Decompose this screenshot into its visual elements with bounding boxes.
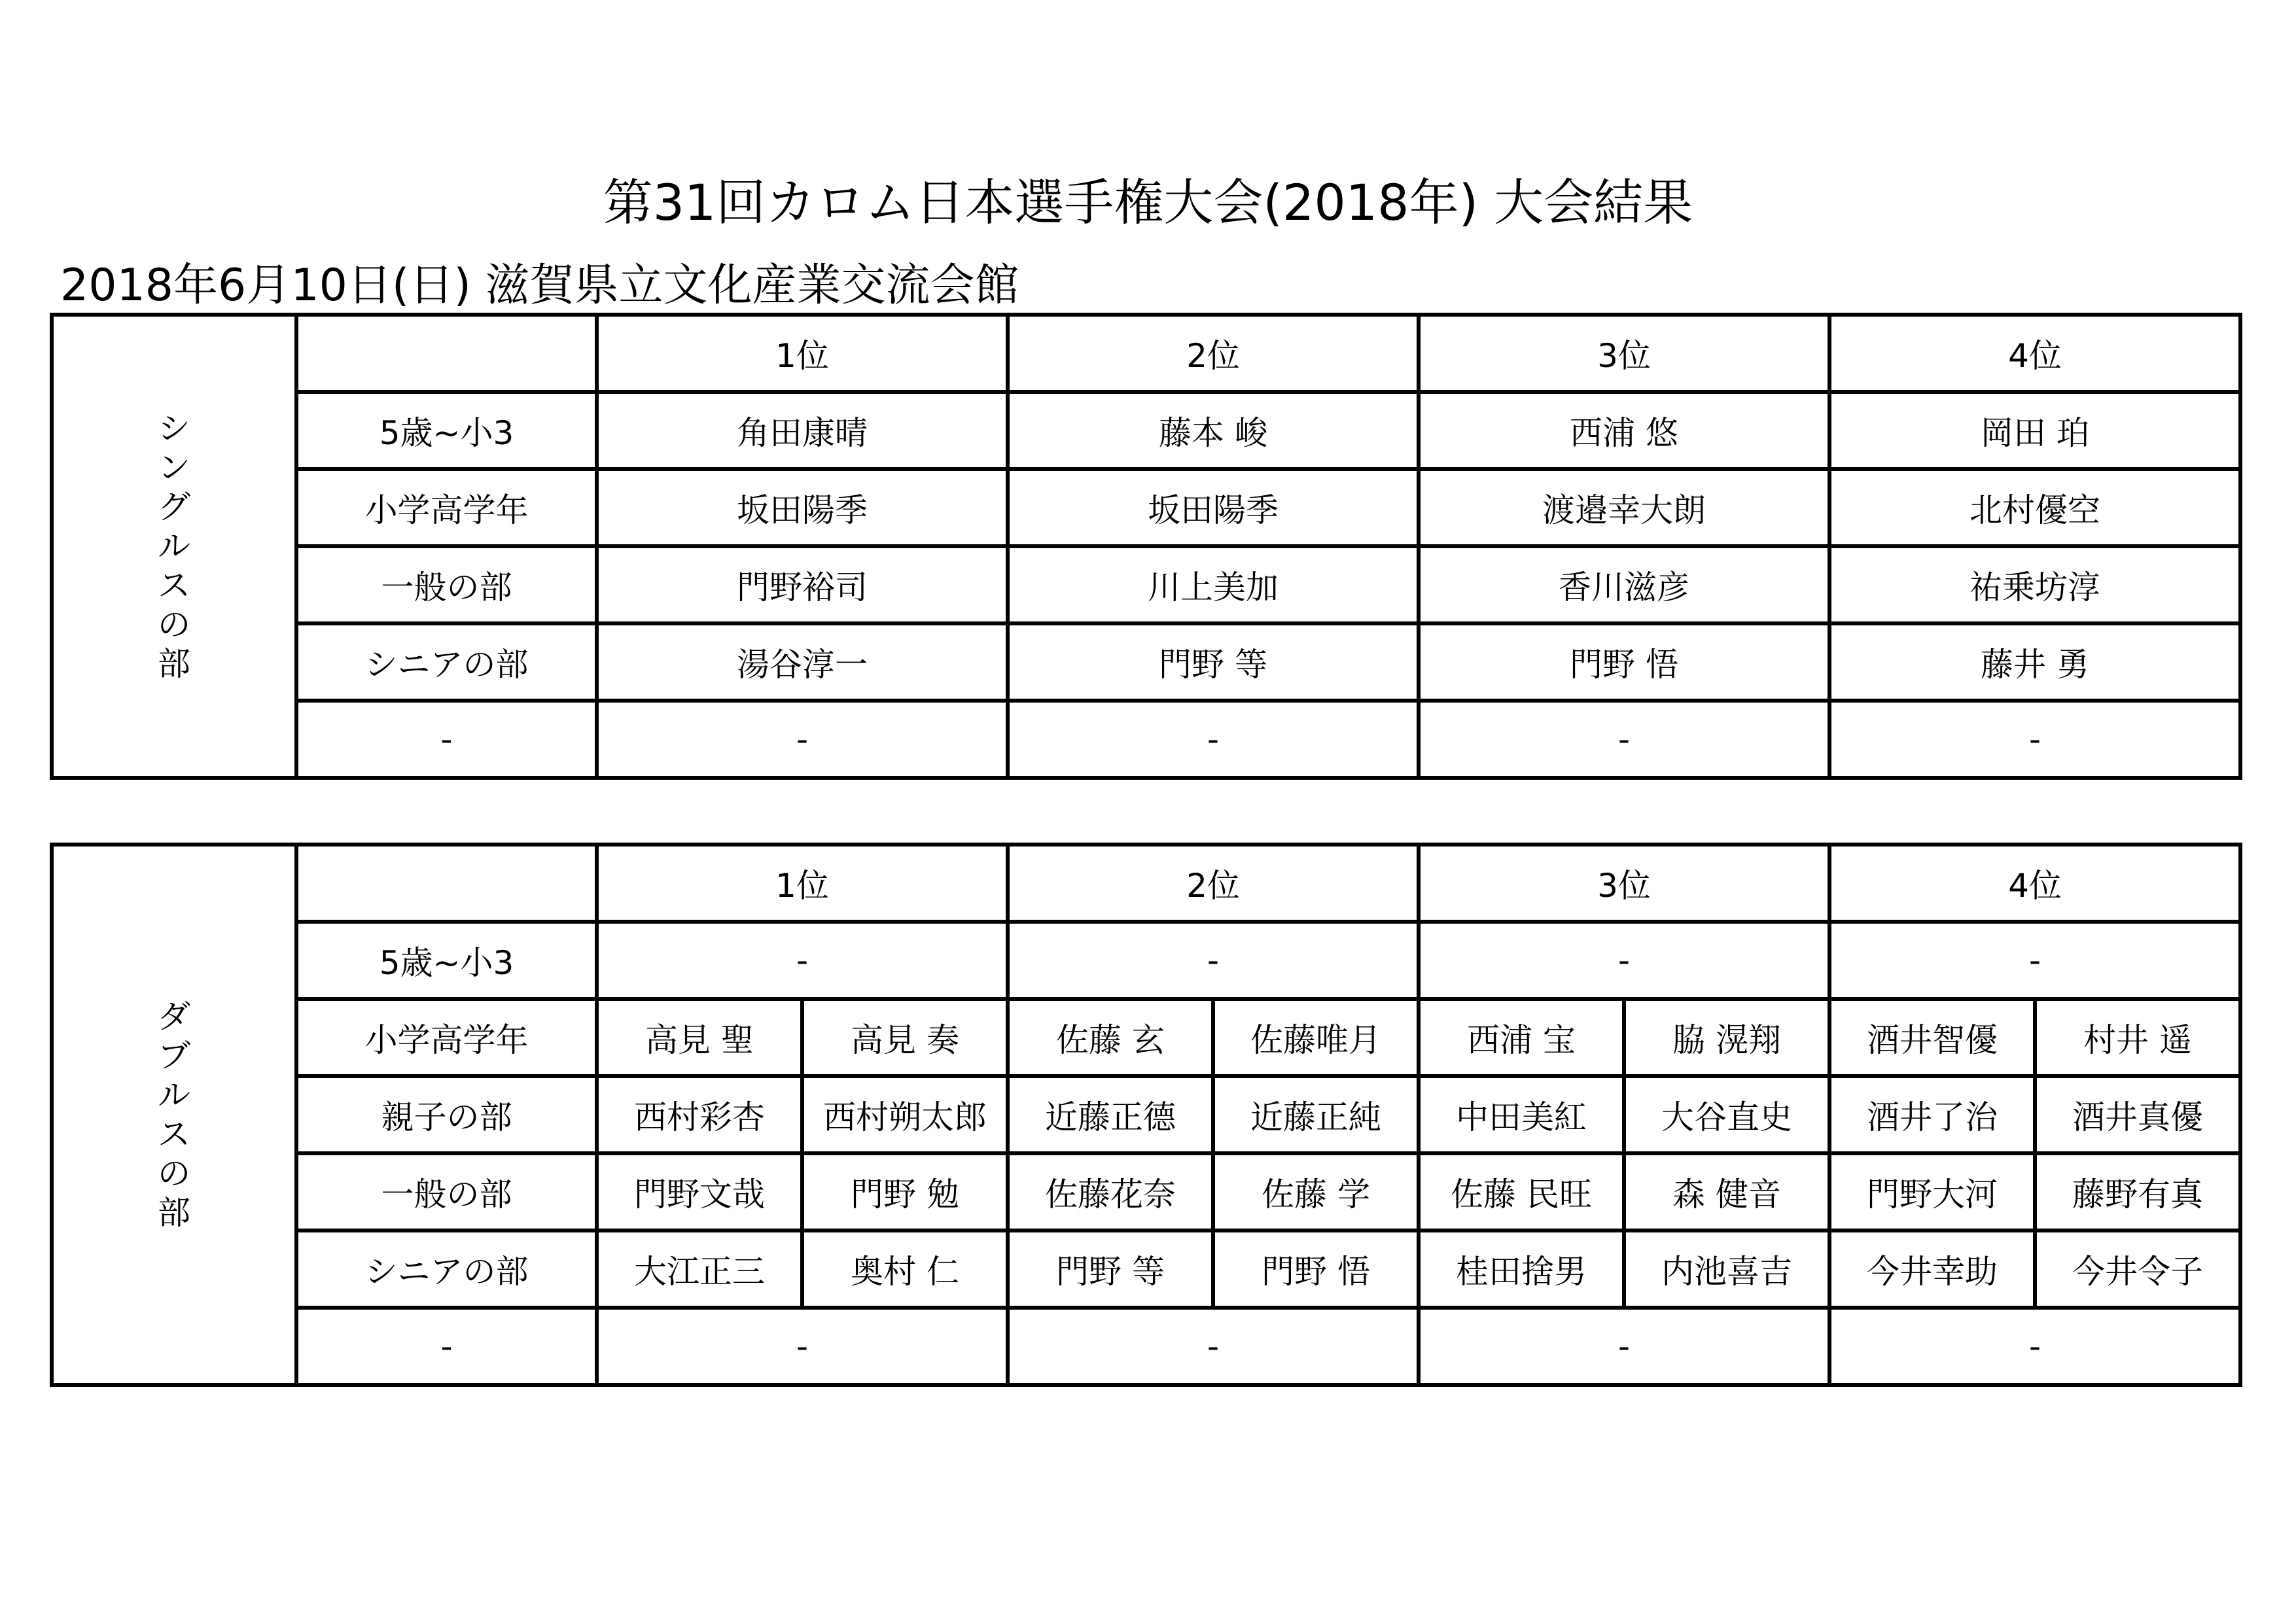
result-cell: 坂田陽季: [597, 469, 1008, 546]
vertical-text: [158, 997, 190, 1232]
doubles-results-table: [50, 843, 2242, 1387]
category-cell: 一般の部: [296, 546, 597, 623]
singles-results-table: [50, 313, 2242, 780]
header-cell: 2位: [1008, 845, 1419, 922]
category-cell: シニアの部: [296, 623, 597, 701]
result-cell: -: [1008, 701, 1419, 778]
header-cell: 3位: [1419, 845, 1829, 922]
player-cell: 脇 滉翔: [1624, 999, 1829, 1076]
player-cell: 桂田捨男: [1419, 1230, 1624, 1308]
table-row: [52, 922, 2240, 999]
category-cell: 小学高学年: [296, 999, 597, 1076]
result-cell: -: [1419, 701, 1829, 778]
result-cell: -: [597, 922, 1008, 999]
player-cell: 佐藤 学: [1213, 1153, 1419, 1230]
player-cell: 大江正三: [597, 1230, 802, 1308]
result-cell: -: [1829, 922, 2240, 999]
player-cell: 西村朔太郎: [802, 1076, 1008, 1153]
result-cell: 門野裕司: [597, 546, 1008, 623]
result-cell: 湯谷淳一: [597, 623, 1008, 701]
player-cell: 今井幸助: [1829, 1230, 2035, 1308]
vertical-char: ル: [158, 1076, 190, 1114]
vertical-text: [158, 409, 190, 684]
vertical-char: ス: [158, 567, 190, 604]
table-row: [52, 1153, 2240, 1230]
vertical-char: 部: [158, 645, 190, 683]
table-row: [52, 701, 2240, 778]
result-cell: 角田康晴: [597, 392, 1008, 469]
result-cell: -: [597, 701, 1008, 778]
result-cell: -: [1419, 1308, 1829, 1385]
player-cell: 西村彩杏: [597, 1076, 802, 1153]
result-cell: 藤本 峻: [1008, 392, 1419, 469]
player-cell: 佐藤花奈: [1008, 1153, 1213, 1230]
category-cell: 5歳~小3: [296, 392, 597, 469]
player-cell: 門野 勉: [802, 1153, 1008, 1230]
vertical-char: ダ: [158, 998, 190, 1036]
doubles-section-label: [52, 845, 296, 1385]
player-cell: 村井 遥: [2035, 999, 2240, 1076]
player-cell: 佐藤唯月: [1213, 999, 1419, 1076]
result-cell: 渡邉幸大朗: [1419, 469, 1829, 546]
result-cell: 門野 等: [1008, 623, 1419, 701]
result-cell: 西浦 悠: [1419, 392, 1829, 469]
result-cell: -: [1829, 1308, 2240, 1385]
vertical-char: グ: [158, 488, 190, 526]
vertical-char: 部: [158, 1194, 190, 1232]
header-cell: 4位: [1829, 315, 2240, 392]
table-header-row: [52, 845, 2240, 922]
result-cell: -: [1008, 922, 1419, 999]
table-row: [52, 469, 2240, 546]
header-cell: 4位: [1829, 845, 2240, 922]
page-title: 第31回カロム日本選手権大会(2018年) 大会結果: [603, 173, 1693, 232]
player-cell: 藤野有真: [2035, 1153, 2240, 1230]
category-cell: -: [296, 1308, 597, 1385]
player-cell: 奥村 仁: [802, 1230, 1008, 1308]
player-cell: 酒井了治: [1829, 1076, 2035, 1153]
header-cell: 1位: [597, 315, 1008, 392]
table-row: [52, 1230, 2240, 1308]
vertical-char: ス: [158, 1115, 190, 1153]
player-cell: 門野 等: [1008, 1230, 1213, 1308]
vertical-char: ブ: [158, 1037, 190, 1075]
result-cell: 北村優空: [1829, 469, 2240, 546]
table-row: [52, 623, 2240, 701]
result-cell: -: [597, 1308, 1008, 1385]
player-cell: 大谷直史: [1624, 1076, 1829, 1153]
player-cell: 酒井真優: [2035, 1076, 2240, 1153]
result-cell: 門野 悟: [1419, 623, 1829, 701]
result-cell: -: [1419, 922, 1829, 999]
vertical-char: の: [158, 1155, 190, 1193]
player-cell: 門野 悟: [1213, 1230, 1419, 1308]
player-cell: 酒井智優: [1829, 999, 2035, 1076]
player-cell: 内池喜吉: [1624, 1230, 1829, 1308]
player-cell: 佐藤 玄: [1008, 999, 1213, 1076]
table-row: [52, 1076, 2240, 1153]
player-cell: 今井令子: [2035, 1230, 2240, 1308]
result-cell: 藤井 勇: [1829, 623, 2240, 701]
header-cell: [296, 845, 597, 922]
vertical-char: ル: [158, 527, 190, 565]
header-cell: 2位: [1008, 315, 1419, 392]
result-cell: -: [1008, 1308, 1419, 1385]
player-cell: 森 健音: [1624, 1153, 1829, 1230]
vertical-char: シ: [158, 410, 190, 447]
vertical-char: の: [158, 606, 190, 644]
player-cell: 高見 奏: [802, 999, 1008, 1076]
player-cell: 中田美紅: [1419, 1076, 1624, 1153]
result-cell: 岡田 珀: [1829, 392, 2240, 469]
result-cell: 祐乗坊淳: [1829, 546, 2240, 623]
player-cell: 近藤正純: [1213, 1076, 1419, 1153]
category-cell: 5歳~小3: [296, 922, 597, 999]
player-cell: 西浦 宝: [1419, 999, 1624, 1076]
result-cell: -: [1829, 701, 2240, 778]
event-date-venue: 2018年6月10日(日) 滋賀県立文化産業交流会館: [60, 260, 1019, 311]
result-cell: 川上美加: [1008, 546, 1419, 623]
player-cell: 佐藤 民旺: [1419, 1153, 1624, 1230]
header-cell: 3位: [1419, 315, 1829, 392]
result-cell: 香川滋彦: [1419, 546, 1829, 623]
result-cell: 坂田陽季: [1008, 469, 1419, 546]
player-cell: 近藤正德: [1008, 1076, 1213, 1153]
category-cell: 一般の部: [296, 1153, 597, 1230]
category-cell: -: [296, 701, 597, 778]
category-cell: 小学高学年: [296, 469, 597, 546]
header-cell: 1位: [597, 845, 1008, 922]
table-row: [52, 546, 2240, 623]
player-cell: 門野文哉: [597, 1153, 802, 1230]
table-row: [52, 392, 2240, 469]
category-cell: シニアの部: [296, 1230, 597, 1308]
table-row: [52, 1308, 2240, 1385]
vertical-char: ン: [158, 449, 190, 487]
table-header-row: [52, 315, 2240, 392]
category-cell: 親子の部: [296, 1076, 597, 1153]
table-row: [52, 999, 2240, 1076]
singles-section-label: [52, 315, 296, 778]
player-cell: 高見 聖: [597, 999, 802, 1076]
player-cell: 門野大河: [1829, 1153, 2035, 1230]
header-cell: [296, 315, 597, 392]
